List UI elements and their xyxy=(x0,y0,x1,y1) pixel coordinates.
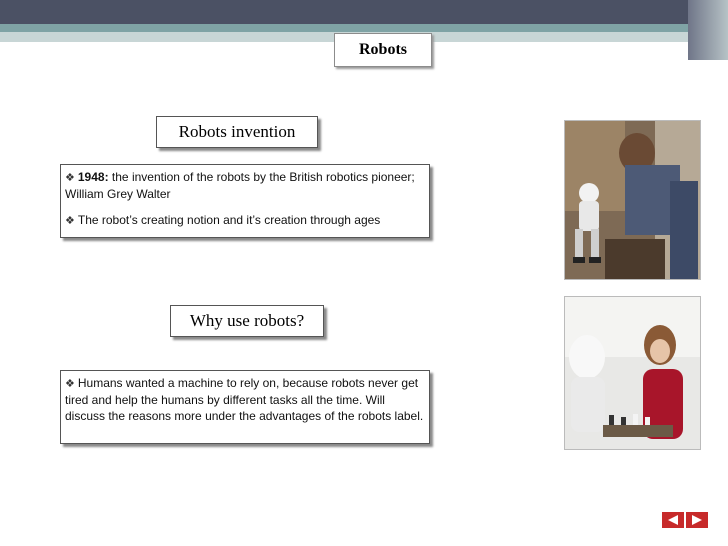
slide-title: Robots xyxy=(334,33,432,67)
arrow-right-icon xyxy=(686,512,708,528)
section-heading-invention: Robots invention xyxy=(156,116,318,148)
year-label: 1948: xyxy=(77,170,109,184)
invention-textbox xyxy=(60,164,430,238)
robot-man-photo xyxy=(564,120,701,280)
why-text: Humans wanted a machine to rely on, because robots never get tired and help the humans by different tasks all the time. Will discuss the reasons more under the advantages of the robots label. xyxy=(65,376,424,423)
invention-text: the invention of the robots by the British robotics pioneer; William Grey Walter xyxy=(65,170,415,201)
notion-text-visible: The robot’s creating notion and it’s creation through ages xyxy=(77,213,381,227)
header-corner xyxy=(688,0,728,60)
arrow-left-icon xyxy=(662,512,684,528)
header-bar xyxy=(0,0,728,24)
next-slide-button[interactable] xyxy=(686,512,708,528)
diamond-bullet-icon: ❖ xyxy=(65,172,75,184)
robot-chess-photo xyxy=(564,296,701,450)
prev-slide-button[interactable] xyxy=(662,512,684,528)
diamond-bullet-icon: ❖ xyxy=(65,215,75,227)
why-textbox xyxy=(60,370,430,444)
header-stripe xyxy=(0,24,728,32)
diamond-bullet-icon: ❖ xyxy=(65,378,75,390)
section-heading-why: Why use robots? xyxy=(170,305,324,337)
